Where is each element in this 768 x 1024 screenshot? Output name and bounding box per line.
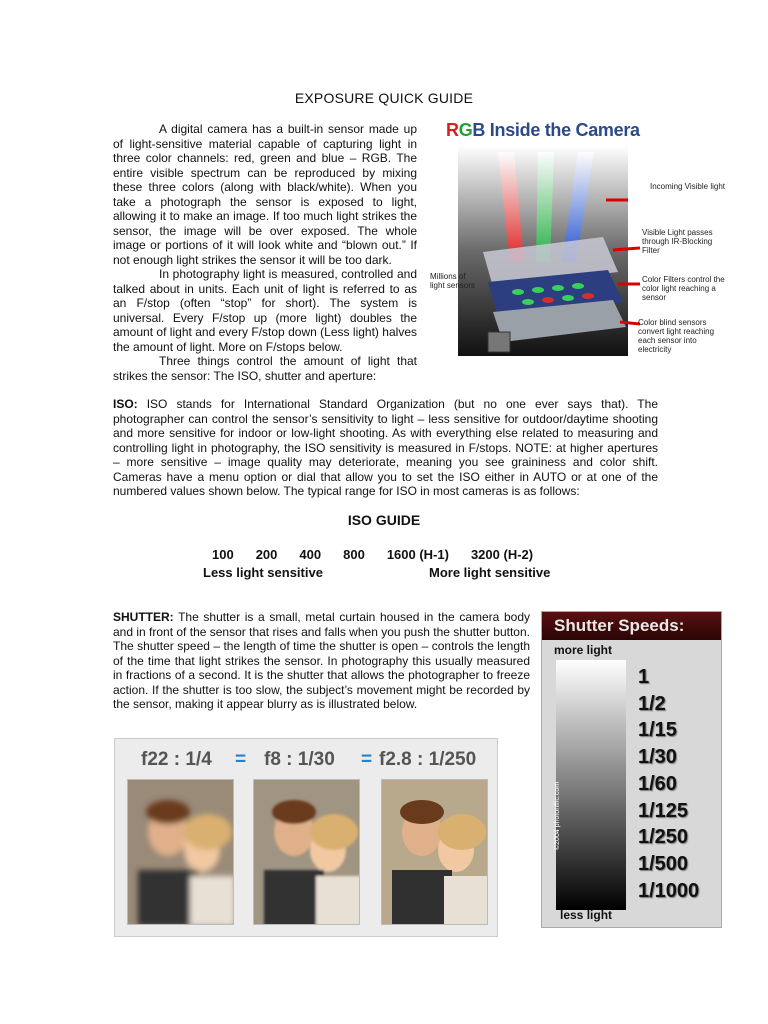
iso-more-sensitive: More light sensitive [429,565,551,580]
rgb-diagram-title: RGB Inside the Camera [446,120,640,140]
iso-text: ISO stands for International Standard Organization (but no one ever says that). The photographer can control the sensor’s sensitivity to light – less sensitive for outdoor/daytime shooting and more sensitive for indoor or low-light shooting. As with everything else related to measuring and controlling light in photography, the ISO sensitivity is measured in F/stops. NOTE: at higher apertures – more sensitive – image quality may deteriorate, meaning you see graininess and color shift. Cameras have a menu option or dial that allow you to set the ISO either in AUTO or at one of the numbered values shown below. The typical range for ISO in most cameras is as follows: [113,397,658,498]
exposure-label-2: f8 : 1/30 [264,749,335,770]
photo-f8 [253,779,360,925]
shutter-speed-item: 1/250 [638,826,689,849]
iso-section [113,397,658,499]
incoming-light-label: Incoming Visible light [650,182,726,191]
iso-values-row [212,547,555,562]
equals-sign: = [235,749,247,770]
shutter-speed-item: 1/15 [638,719,677,742]
photo-f22 [127,779,234,925]
color-filters-label: Color Filters control the color light reaching a sensor [642,275,725,302]
intro-text [113,122,417,383]
speeds-watermark: ©2004 photoriffic.com [554,781,561,850]
more-light-label: more light [554,643,613,657]
equals-sign: = [361,749,373,770]
iso-value: 1600 (H-1) [386,547,449,562]
less-light-label: less light [560,908,613,922]
couple-photo-medium [254,780,360,925]
shutter-speed-item: 1/2 [638,692,666,715]
iso-value: 100 [212,547,234,562]
shutter-speed-item: 1 [638,666,650,688]
shutter-speed-item: 1/60 [638,772,677,795]
aperture-shutter-comparison [114,738,498,937]
shutter-speed-item: 1/125 [638,799,689,822]
couple-photo-blurry [128,780,234,925]
shutter-speeds-title: Shutter Speeds: [542,612,721,640]
shutter-section [113,610,530,712]
iso-value: 800 [343,547,365,562]
shutter-speed-item: 1/500 [638,852,689,875]
intro-paragraph-2: In photography light is measured, controlled and talked about in units. Each unit of light is referred to as an F/stop (often “stop” for short). The system is universal. Every F/stop up (more light) doubles the amount of light and every F/stop down (Less light) halves the amount of light. More on F/stops below. [113,267,417,354]
iso-heading: ISO: [113,397,138,411]
shutter-text: The shutter is a small, metal curtain housed in the camera body and in front of the sensor that rises and falls when you push the shutter button. The shutter speed – the length of time the shutter is open – controls the length of the time that light strikes the sensor. In photography this usually measured in fractions of a second. It is the shutter that allows the photographer to freeze action. If the shutter is too slow, the subject’s movement might be recorded by the sensor, making it appear blurry as is illustrated below. [113,610,530,711]
color-blind-sensors-label: Color blind sensors convert light reaching each sensor into electricity [638,318,715,354]
photo-f2-8 [381,779,488,925]
shutter-speed-item: 1/1000 [638,879,700,902]
ir-filter-label: Visible Light passes through IR-Blocking Filter [642,228,713,255]
shutter-speed-list [638,664,699,904]
rgb-camera-diagram [428,112,730,366]
iso-value: 400 [299,547,322,562]
iso-less-sensitive: Less light sensitive [203,565,323,580]
exposure-label-1: f22 : 1/4 [141,749,212,770]
couple-photo-sharp [382,780,488,925]
page-title: EXPOSURE QUICK GUIDE [294,90,474,106]
shutter-speeds-chart [541,611,722,928]
intro-paragraph-3: Three things control the amount of light that strikes the sensor: The ISO, shutter and aperture: [113,354,417,383]
exposure-label-3: f2.8 : 1/250 [379,749,477,770]
shutter-speed-item: 1/30 [638,746,677,769]
iso-value: 200 [255,547,278,562]
shutter-heading: SHUTTER: [113,610,174,624]
intro-paragraph-1: A digital camera has a built-in sensor made up of light-sensitive material capable of capturing light in three color channels: red, green and blue – RGB. The entire visible spectrum can be reproduced by mixing these three colors (along with black/white). When you take a photograph the sensor is exposed to light, allowing it to make an image. If too much light strikes the sensor, the image will be over exposed. The whole image or portions of it will look white and “blown out.” If not enough light strikes the sensor it will be too dark. [113,122,417,267]
light-gradient-bar [556,660,626,910]
light-sensors-label: Millions of light sensors [430,272,475,290]
iso-value: 3200 (H-2) [470,547,534,562]
iso-guide-title: ISO GUIDE [347,512,421,528]
